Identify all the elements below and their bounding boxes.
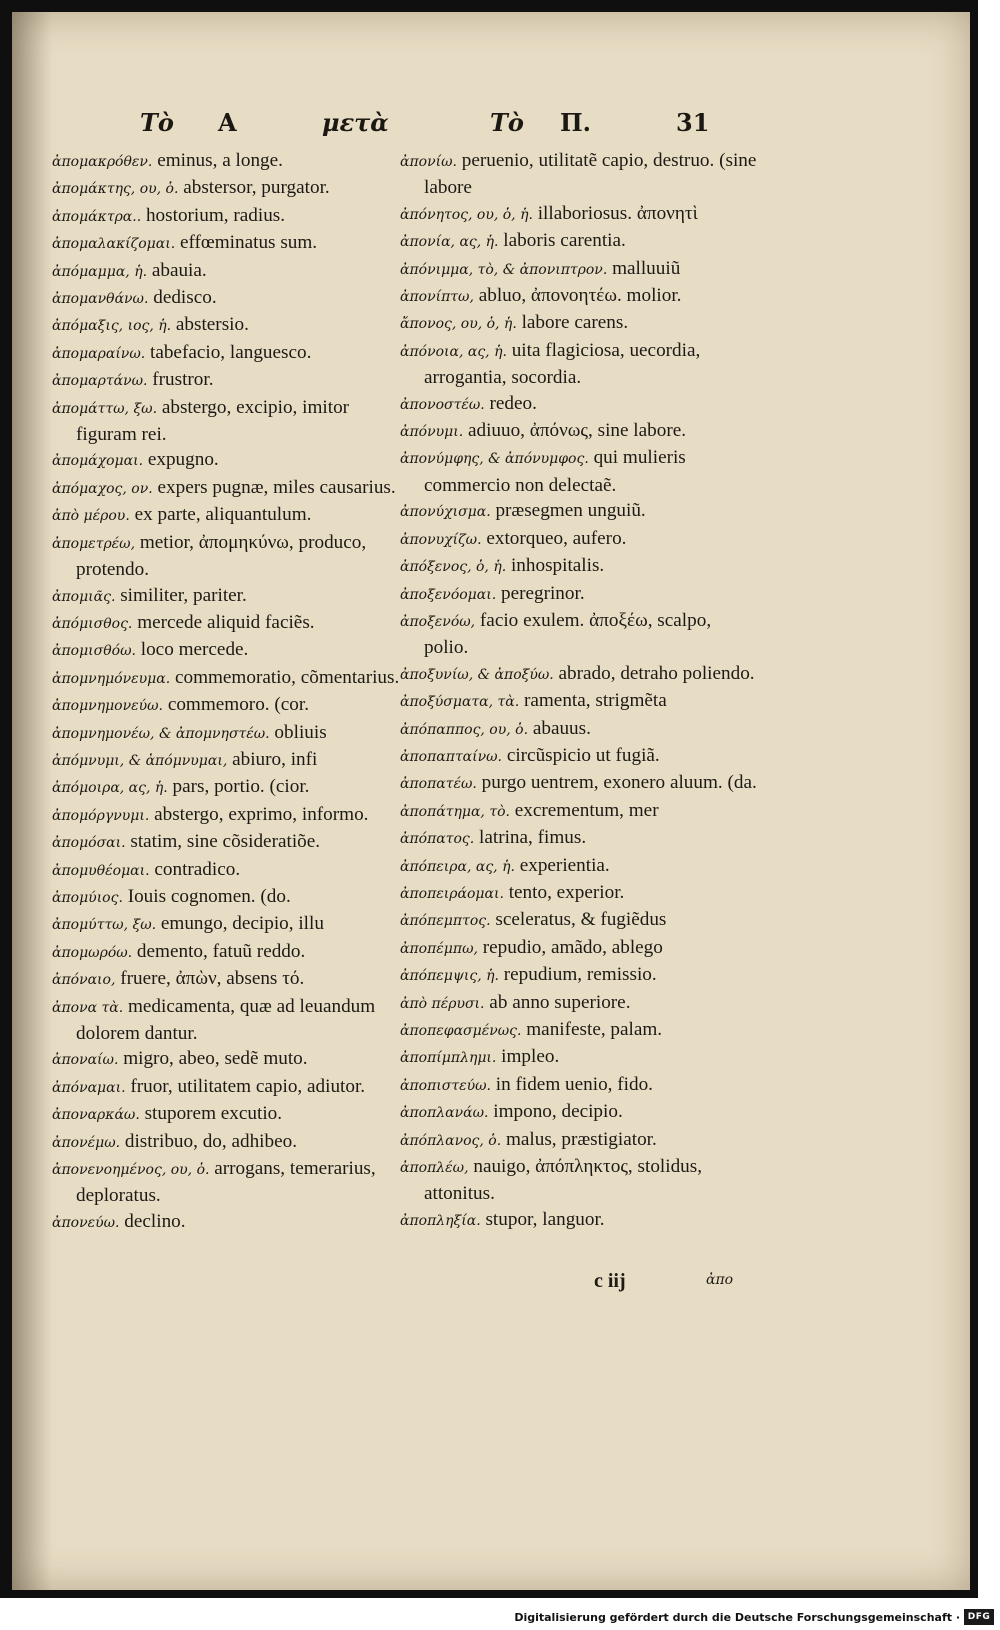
dictionary-entry [400, 661, 758, 688]
latin-gloss: abauia. [147, 259, 207, 281]
greek-headword: ἀπονύχισμα. [400, 504, 491, 521]
greek-headword: ἀπόπεμπτος. [400, 913, 491, 930]
dictionary-entry [400, 1044, 758, 1071]
dictionary-entry [400, 1207, 758, 1234]
latin-gloss: repudium, remissio. [498, 964, 657, 986]
dictionary-entry [52, 665, 400, 692]
dictionary-entry [52, 911, 400, 938]
greek-headword: ἀπομόργνυμι. [52, 807, 150, 824]
dictionary-entry [400, 907, 758, 934]
greek-headword: ἀπομνημόνευμα. [52, 670, 171, 687]
greek-headword: ἀπομάκτρα.. [52, 208, 142, 225]
dictionary-entry [52, 1209, 400, 1236]
greek-headword: ἀπομαλακίζομαι. [52, 236, 176, 253]
latin-gloss: ab anno superiore. [484, 991, 631, 1013]
latin-gloss: contradico. [149, 858, 241, 880]
latin-gloss: distribuo, do, adhibeo. [120, 1130, 298, 1152]
dictionary-entry [400, 148, 758, 201]
greek-headword: ἀποπίμπλημι. [400, 1050, 497, 1067]
dictionary-entry [400, 1154, 758, 1207]
greek-headword: ἀπονίω. [400, 154, 457, 170]
greek-headword: ἀποπέμπω, [400, 940, 478, 957]
latin-gloss: abstergo, exprimo, informo. [149, 803, 369, 825]
greek-headword: ἀπονία, ας, ἡ. [400, 234, 499, 251]
latin-gloss: abauus. [528, 717, 591, 739]
latin-gloss: mercede aliquid faciẽs. [132, 611, 315, 633]
greek-headword: ἀποπάτημα, τὸ. [400, 803, 510, 820]
latin-gloss: facio exulem. ἀποξέω, scalpo, polio. [424, 609, 712, 659]
dictionary-entry [52, 1156, 400, 1209]
greek-headword: ἀπόπειρα, ας, ἡ. [400, 858, 515, 875]
dictionary-entry [400, 770, 758, 797]
greek-headword: ἀπομωρόω. [52, 944, 133, 961]
greek-headword: ἀπόπαππος, ου, ὁ. [400, 721, 529, 738]
latin-gloss: repudio, amãdo, ablego [477, 936, 663, 958]
dictionary-entry [400, 688, 758, 715]
latin-gloss: malluuiũ [607, 257, 681, 279]
dictionary-entry [52, 502, 400, 529]
latin-gloss: manifeste, palam. [521, 1019, 663, 1040]
dictionary-entry [400, 391, 758, 418]
latin-gloss: excrementum, mer [509, 799, 659, 821]
latin-gloss: peruenio, utilitatẽ capio, destruo. (sine labore [424, 150, 757, 199]
latin-gloss: stupor, languor. [480, 1208, 605, 1230]
dictionary-entry [52, 175, 400, 202]
greek-headword: ἀπὸ πέρυσι. [400, 995, 485, 1012]
greek-headword: ἀπονεύω. [52, 1214, 120, 1231]
dictionary-entry [52, 395, 400, 448]
latin-gloss: loco mercede. [135, 639, 249, 661]
dictionary-entry [52, 966, 400, 993]
greek-headword: ἀποξυνίω, & ἀποξύω. [400, 666, 554, 683]
spine-shadow [12, 12, 52, 1590]
dictionary-entry [400, 201, 758, 228]
book-page [12, 12, 970, 1590]
greek-headword: ἀπόπεμψις, ἡ. [400, 968, 499, 985]
dictionary-entry [52, 802, 400, 829]
greek-headword: ἀπομαραίνω. [52, 345, 146, 362]
greek-headword: ἀπόνοια, ας, ἡ. [400, 343, 507, 360]
dfg-logo: DFG [964, 1609, 994, 1625]
dictionary-entry [52, 857, 400, 884]
greek-headword: ἀπονενοημένος, ου, ὁ. [52, 1162, 210, 1179]
greek-headword: ἀπομιᾶς. [52, 588, 116, 605]
running-head-left-letter: Α [218, 108, 237, 137]
running-head-right-letter: Π. [560, 108, 592, 137]
latin-gloss: sceleratus, & fugiẽdus [490, 909, 667, 931]
dictionary-entry [52, 312, 400, 339]
dictionary-entry [400, 798, 758, 825]
latin-gloss: redeo. [484, 392, 537, 414]
dictionary-entry [52, 203, 400, 230]
latin-gloss: inhospitalis. [506, 555, 605, 577]
greek-headword: ἀποπλανάω. [400, 1105, 489, 1122]
latin-gloss: laboris carentia. [498, 230, 626, 252]
latin-gloss: emungo, decipio, illu [156, 913, 324, 935]
latin-gloss: Iouis cognomen. (do. [122, 885, 291, 907]
latin-gloss: experientia. [514, 854, 610, 876]
latin-gloss: statim, sine cõsideratiõe. [125, 831, 321, 853]
greek-headword: ἀπονα τὰ. [52, 999, 124, 1016]
greek-headword: ἀπομνημονέω, & ἀπομνηστέω. [52, 725, 270, 742]
latin-gloss: metior, ἀπομηκύνω, produco, protendo. [76, 531, 367, 581]
dictionary-entry [400, 1017, 758, 1044]
digitization-credit: Digitalisierung gefördert durch die Deutsche Forschungsgemeinschaft · [514, 1611, 960, 1624]
dictionary-entry [400, 418, 758, 445]
dictionary-entry [400, 256, 758, 283]
dictionary-entry [400, 853, 758, 880]
greek-headword: ἀπόμαμμα, ἡ. [52, 263, 148, 280]
greek-headword: ἀπόξενος, ὁ, ἡ. [400, 559, 507, 576]
greek-headword: ἀπόμισθος. [52, 615, 133, 632]
digitization-credit-bar [0, 1598, 1000, 1630]
greek-headword: ἀποναίω. [52, 1052, 119, 1069]
greek-headword: ἀπομαρτάνω. [52, 373, 148, 390]
dictionary-entry [52, 610, 400, 637]
greek-headword: ἀπομάκτης, ου, ὁ. [52, 181, 179, 198]
dictionary-entry [52, 1101, 400, 1128]
latin-gloss: fruor, utilitatem capio, adiutor. [125, 1075, 366, 1097]
latin-gloss: purgo uentrem, exonero aluum. (da. [476, 772, 757, 794]
greek-headword: ἀπὸ μέρου. [52, 508, 130, 525]
latin-gloss: præsegmen unguiũ. [490, 500, 646, 522]
dictionary-entry [400, 935, 758, 962]
latin-gloss: tabefacio, languesco. [145, 341, 312, 363]
latin-gloss: labore carens. [516, 312, 629, 334]
latin-gloss: circũspicio ut fugiã. [502, 744, 660, 766]
greek-headword: ἀποπαπταίνω. [400, 748, 503, 765]
dictionary-entry [400, 498, 758, 525]
dictionary-entry [52, 530, 400, 583]
dictionary-entry [400, 962, 758, 989]
dictionary-entry [400, 743, 758, 770]
dictionary-entry [52, 939, 400, 966]
dictionary-entry [400, 228, 758, 255]
latin-gloss: obliuis [269, 721, 327, 743]
latin-gloss: ramenta, strigmẽta [519, 690, 667, 712]
latin-gloss: stuporem excutio. [139, 1103, 283, 1125]
right-column [400, 148, 758, 1234]
greek-headword: ἄπονος, ου, ὁ, ἡ. [400, 316, 517, 333]
latin-gloss: peregrinor. [496, 582, 585, 604]
dictionary-entry [52, 692, 400, 719]
dictionary-entry [52, 637, 400, 664]
running-head-left-article: Τὸ [140, 108, 174, 137]
latin-gloss: illaboriosus. ἀπονητὶ [532, 202, 698, 224]
latin-gloss: tento, experior. [503, 881, 625, 903]
dictionary-entry [52, 367, 400, 394]
greek-headword: ἀπονέμω. [52, 1134, 121, 1151]
greek-headword: ἀποπληξία. [400, 1212, 481, 1229]
dictionary-entry [52, 994, 400, 1047]
latin-gloss: abluo, ἀπονοητέω. molior. [473, 285, 682, 307]
greek-headword: ἀπονίπτω, [400, 289, 474, 306]
dictionary-entry [400, 880, 758, 907]
latin-gloss: effœminatus sum. [175, 232, 318, 254]
dictionary-entry [400, 716, 758, 743]
dictionary-entry [52, 884, 400, 911]
greek-headword: ἀποπιστεύω. [400, 1077, 491, 1094]
latin-gloss: nauigo, ἀπόπληκτος, stolidus, attonitus. [424, 1156, 703, 1205]
greek-headword: ἀπόμαχος, ον. [52, 480, 153, 497]
latin-gloss: abstergo, excipio, imitor figuram rei. [76, 396, 350, 446]
latin-gloss: uita flagiciosa, uecordia, arrogantia, socordia. [424, 339, 701, 389]
dictionary-entry [400, 1072, 758, 1099]
greek-headword: ἀπονυχίζω. [400, 531, 482, 548]
latin-gloss: demento, fatuũ reddo. [132, 940, 306, 962]
latin-gloss: abiuro, infi [227, 748, 318, 770]
greek-headword: ἀπόπατος. [400, 831, 475, 848]
latin-gloss: impono, decipio. [488, 1101, 623, 1123]
running-head-right-article: Τὸ [490, 108, 524, 137]
latin-gloss: impleo. [496, 1046, 560, 1068]
dictionary-entry [400, 526, 758, 553]
latin-gloss: extorqueo, aufero. [481, 527, 627, 549]
latin-gloss: latrina, fimus. [474, 827, 587, 849]
greek-headword: ἀπομύιος. [52, 889, 123, 906]
signature-mark: c iij [594, 1270, 626, 1292]
latin-gloss: migro, abeo, sedẽ muto. [118, 1048, 308, 1070]
greek-headword: ἀπομάχομαι. [52, 453, 144, 470]
greek-headword: ἀποπειράομαι. [400, 885, 504, 902]
dictionary-entry [400, 1099, 758, 1126]
greek-headword: ἀπόνυμι. [400, 424, 464, 441]
dictionary-entry [52, 829, 400, 856]
latin-gloss: abstersio. [171, 314, 249, 336]
latin-gloss: arrogans, temerarius, deploratus. [76, 1158, 376, 1207]
latin-gloss: expugno. [143, 449, 219, 471]
greek-headword: ἀπόναιο, [52, 972, 116, 989]
page-footer [594, 1270, 774, 1298]
greek-headword: ἀπομόσαι. [52, 835, 126, 852]
running-head [12, 108, 970, 144]
dictionary-entry [52, 230, 400, 257]
dictionary-entry [400, 553, 758, 580]
greek-headword: ἀπονύμφης, & ἀπόνυμφος. [400, 451, 589, 468]
dictionary-entry [52, 340, 400, 367]
greek-headword: ἀπομνημονεύω. [52, 698, 164, 715]
latin-gloss: adiuuo, ἀπόνως, sine labore. [463, 420, 687, 442]
dictionary-entry [52, 1074, 400, 1101]
latin-gloss: ex parte, aliquantulum. [129, 504, 312, 526]
dictionary-entry [52, 285, 400, 312]
dictionary-entry [52, 447, 400, 474]
greek-headword: ἀπόνιμμα, τὸ, & ἀπονιπτρον. [400, 261, 608, 278]
dictionary-entry [400, 990, 758, 1017]
latin-gloss: qui mulieris commercio non delectaẽ. [424, 447, 686, 496]
latin-gloss: declino. [119, 1210, 186, 1232]
dictionary-entry [400, 1127, 758, 1154]
catchword: ἀπο [706, 1272, 734, 1288]
dictionary-entry [52, 1129, 400, 1156]
dictionary-entry [400, 338, 758, 391]
greek-headword: ἀπόνητος, ου, ὁ, ἡ. [400, 206, 533, 223]
dictionary-entry [52, 720, 400, 747]
greek-headword: ἀπομισθόω. [52, 643, 136, 660]
greek-headword: ἀπομύττω, ξω. [52, 917, 157, 934]
latin-gloss: expers pugnæ, miles causarius. [152, 476, 396, 498]
dictionary-entry [400, 825, 758, 852]
dictionary-entry [400, 445, 758, 498]
latin-gloss: commemoratio, cõmentarius. [170, 666, 400, 688]
latin-gloss: abstersor, purgator. [178, 177, 330, 199]
dictionary-entry [52, 774, 400, 801]
greek-headword: ἀποπεφασμένως. [400, 1023, 522, 1039]
greek-headword: ἀπόμοιρα, ας, ἡ. [52, 780, 168, 797]
latin-gloss: fruere, ἀπὼν, absens τό. [115, 968, 305, 990]
latin-gloss: abrado, detraho poliendo. [553, 662, 755, 684]
greek-headword: ἀπόμνυμι, & ἀπόμνυμαι, [52, 752, 228, 769]
latin-gloss: commemoro. (cor. [163, 694, 310, 716]
greek-headword: ἀπονοστέω. [400, 396, 485, 413]
dictionary-entry [52, 258, 400, 285]
left-column [52, 148, 400, 1236]
greek-headword: ἀπόπλανος, ὁ. [400, 1132, 502, 1149]
greek-headword: ἀποπλέω, [400, 1160, 469, 1177]
dictionary-entry [52, 148, 400, 175]
latin-gloss: malus, præstigiator. [501, 1128, 657, 1150]
latin-gloss: dedisco. [148, 287, 217, 309]
greek-headword: ἀποξενόω, [400, 613, 476, 630]
latin-gloss: similiter, pariter. [115, 584, 247, 606]
greek-headword: ἀποπατέω. [400, 776, 477, 793]
latin-gloss: eminus, a longe. [152, 150, 283, 171]
greek-headword: ἀπόμαξις, ιος, ἡ. [52, 318, 172, 335]
dictionary-entry [52, 583, 400, 610]
page-number: 31 [676, 108, 710, 137]
dictionary-entry [400, 310, 758, 337]
greek-headword: ἀπομανθάνω. [52, 291, 149, 308]
dictionary-entry [400, 283, 758, 310]
latin-gloss: frustror. [147, 369, 214, 391]
running-head-middle: μετὰ [322, 108, 389, 137]
latin-gloss: medicamenta, quæ ad leuandum dolorem dantur. [76, 995, 376, 1044]
greek-headword: ἀπομετρέω, [52, 535, 136, 552]
dictionary-entry [400, 608, 758, 661]
greek-headword: ἀπομυθέομαι. [52, 862, 150, 879]
dictionary-entry [400, 581, 758, 608]
dictionary-entry [52, 747, 400, 774]
greek-headword: ἀποξύσματα, τὰ. [400, 694, 520, 711]
greek-headword: ἀπομακρόθεν. [52, 154, 153, 170]
latin-gloss: in fidem uenio, fido. [490, 1073, 653, 1095]
greek-headword: ἀπομάττω, ξω. [52, 400, 158, 417]
dictionary-entry [52, 475, 400, 502]
latin-gloss: hostorium, radius. [141, 204, 286, 226]
latin-gloss: pars, portio. (cior. [167, 776, 310, 798]
greek-headword: ἀπόναμαι. [52, 1079, 126, 1096]
greek-headword: ἀποναρκάω. [52, 1107, 140, 1124]
greek-headword: ἀποξενόομαι. [400, 586, 497, 603]
dictionary-entry [52, 1046, 400, 1073]
